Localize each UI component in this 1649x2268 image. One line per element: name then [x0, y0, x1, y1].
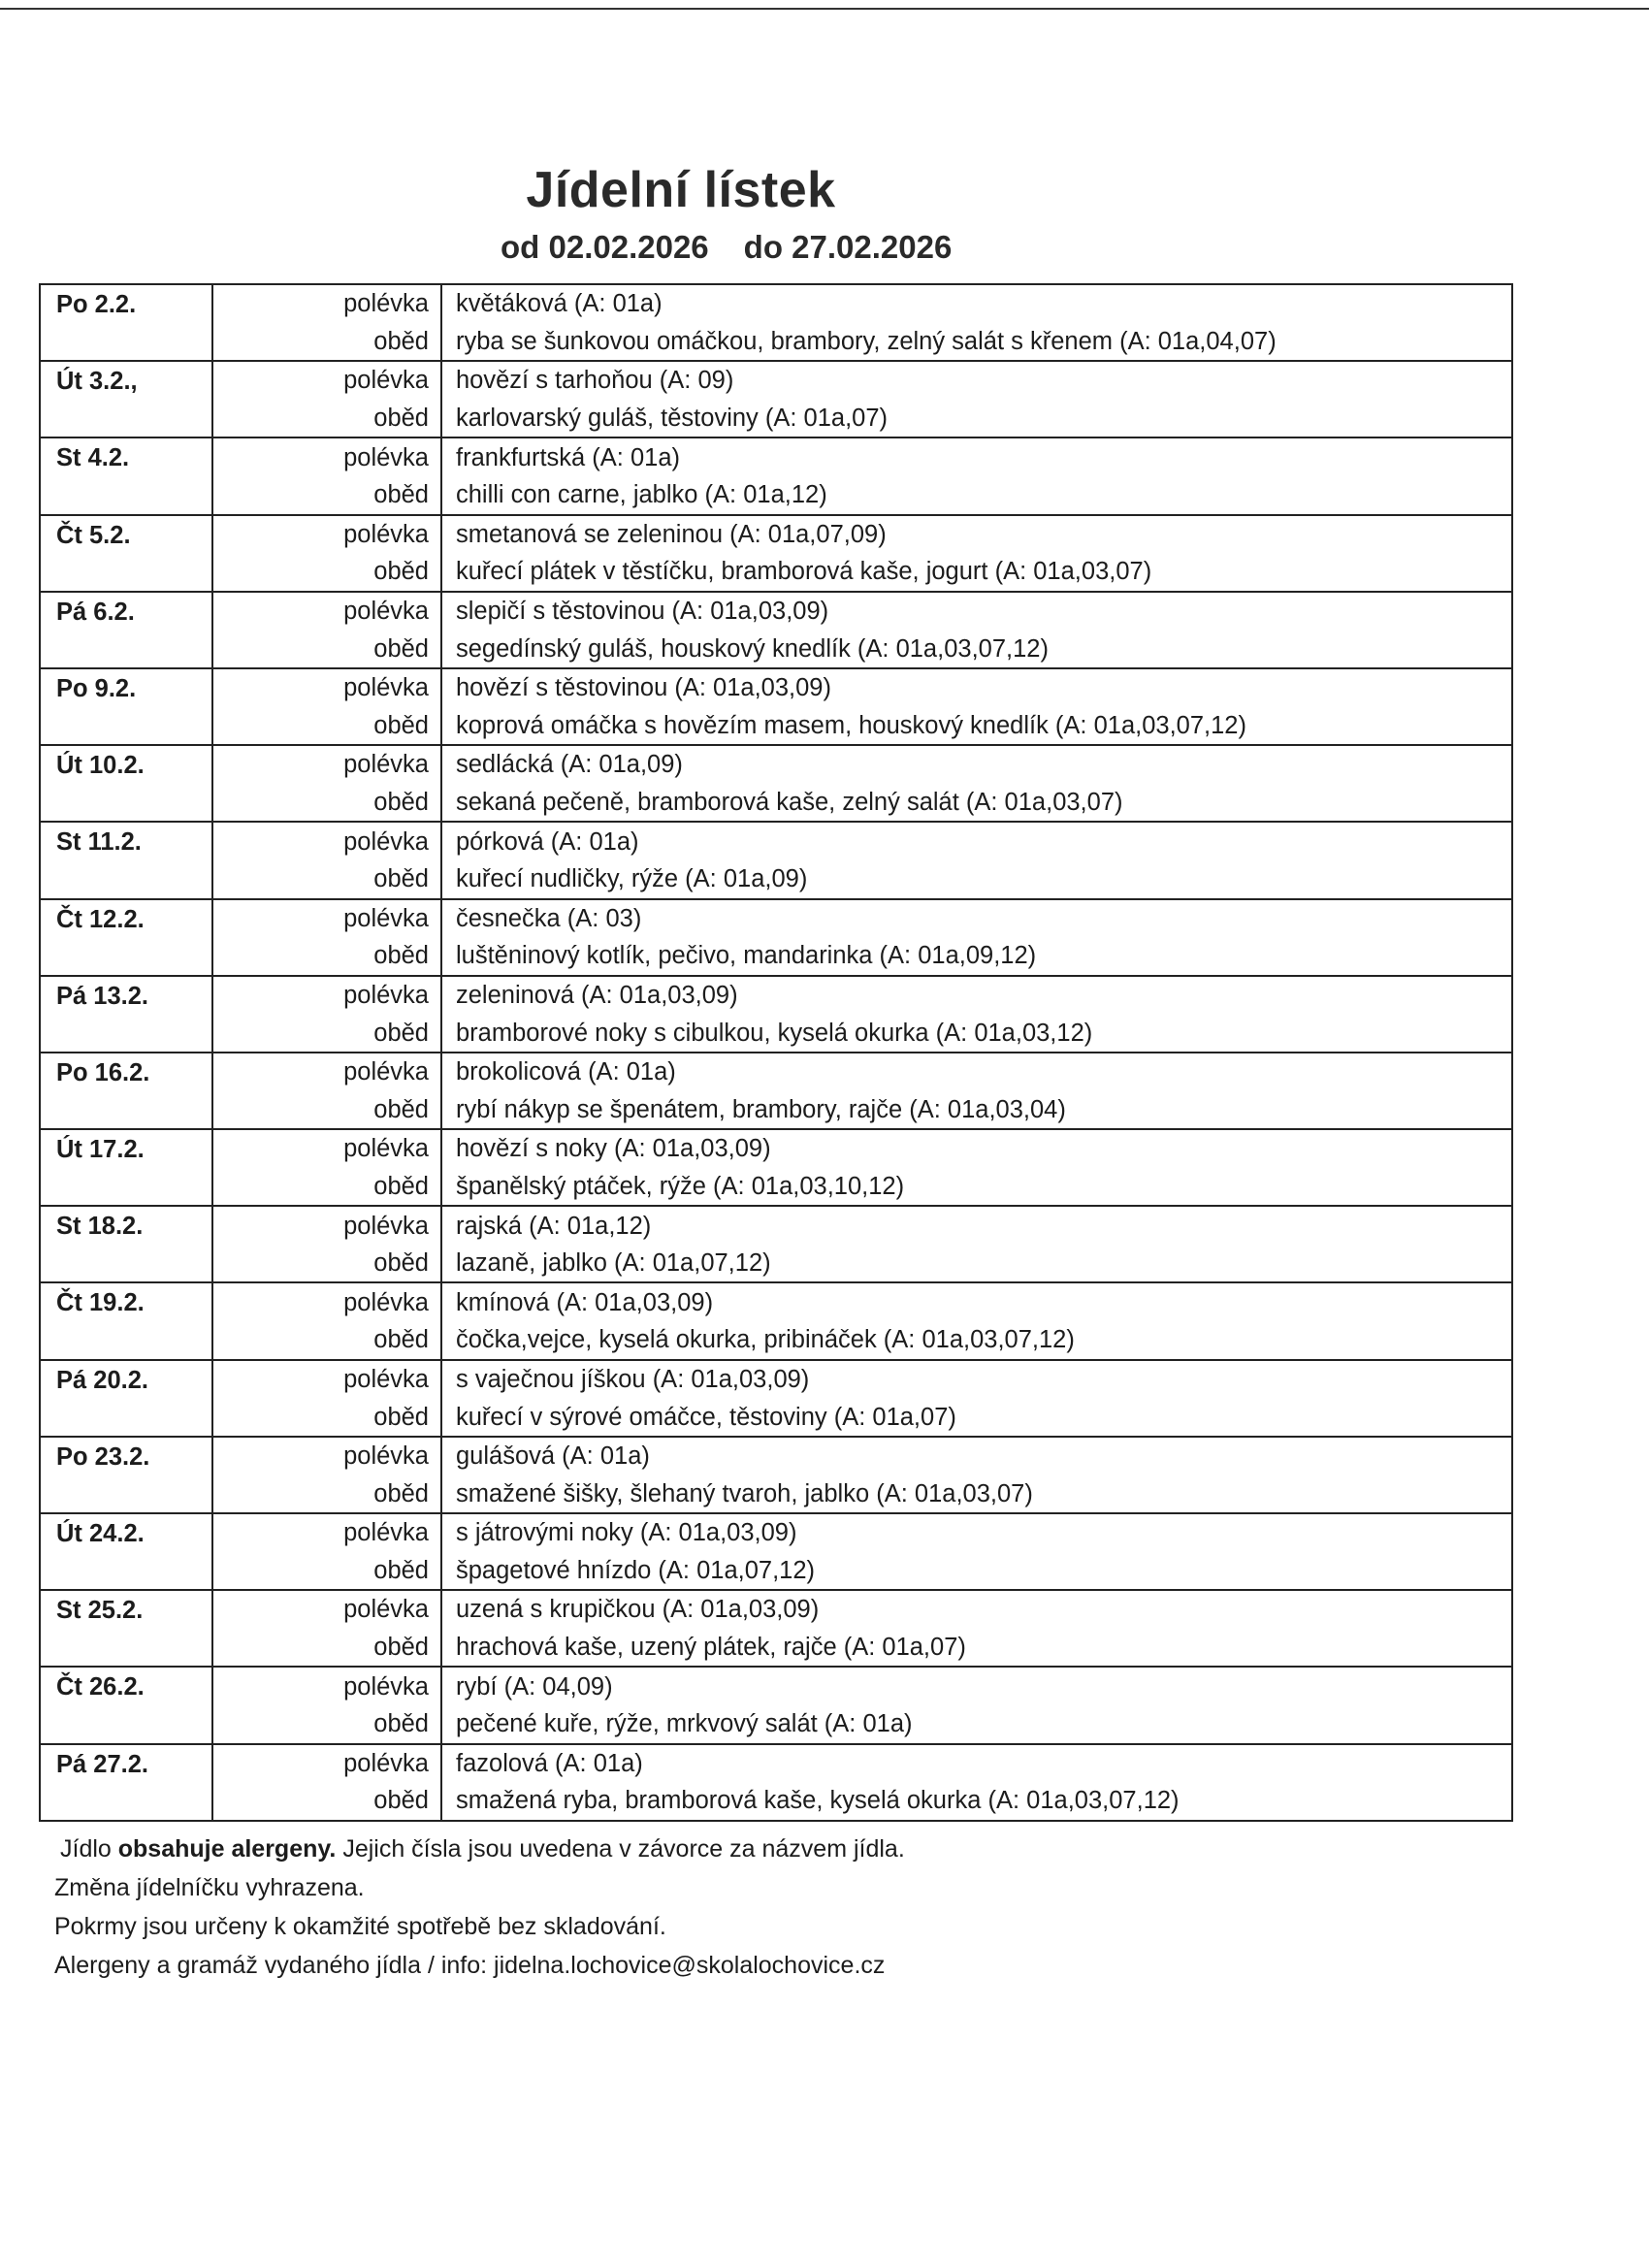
- lunch-dish: smažené šišky, šlehaný tvaroh, jablko (A: 01a,03,07): [441, 1474, 1512, 1513]
- day-cell: St 18.2.: [40, 1206, 212, 1282]
- menu-row-soup: [40, 1590, 1512, 1629]
- lunch-label: oběd: [212, 1168, 441, 1207]
- allergen-note: [54, 1830, 905, 1868]
- menu-row-lunch: [40, 630, 1512, 668]
- lunch-label: oběd: [212, 1245, 441, 1283]
- soup-label: polévka: [212, 1744, 441, 1783]
- menu-row-lunch: [40, 1474, 1512, 1513]
- soup-label: polévka: [212, 515, 441, 554]
- menu-row-lunch: [40, 1782, 1512, 1821]
- menu-row-soup: [40, 284, 1512, 323]
- day-cell: Pá 20.2.: [40, 1360, 212, 1437]
- day-cell: St 25.2.: [40, 1590, 212, 1667]
- soup-label: polévka: [212, 592, 441, 631]
- lunch-label: oběd: [212, 553, 441, 592]
- soup-dish: sedlácká (A: 01a,09): [441, 745, 1512, 784]
- lunch-dish: bramborové noky s cibulkou, kyselá okurka (A: 01a,03,12): [441, 1014, 1512, 1053]
- soup-dish: rajská (A: 01a,12): [441, 1206, 1512, 1245]
- consumption-note: Pokrmy jsou určeny k okamžité spotřebě bez skladování.: [54, 1913, 666, 1940]
- menu-row-soup: [40, 1282, 1512, 1321]
- notes-section: [54, 1830, 905, 1985]
- soup-label: polévka: [212, 1053, 441, 1091]
- menu-row-soup: [40, 745, 1512, 784]
- soup-label: polévka: [212, 1360, 441, 1399]
- lunch-dish: kuřecí nudličky, rýže (A: 01a,09): [441, 860, 1512, 899]
- menu-row-soup: [40, 1129, 1512, 1168]
- menu-row-lunch: [40, 1321, 1512, 1360]
- day-cell: Po 9.2.: [40, 668, 212, 745]
- from-label: od: [501, 229, 540, 265]
- soup-label: polévka: [212, 1513, 441, 1552]
- day-cell: Pá 27.2.: [40, 1744, 212, 1821]
- allergen-note-suffix: Jejich čísla jsou uvedena v závorce za názvem jídla.: [336, 1835, 905, 1863]
- menu-row-soup: [40, 515, 1512, 554]
- menu-row-lunch: [40, 860, 1512, 899]
- lunch-dish: pečené kuře, rýže, mrkvový salát (A: 01a): [441, 1705, 1512, 1744]
- lunch-dish: rybí nákyp se špenátem, brambory, rajče (A: 01a,03,04): [441, 1090, 1512, 1129]
- lunch-dish: luštěninový kotlík, pečivo, mandarinka (A: 01a,09,12): [441, 937, 1512, 976]
- day-cell: Po 23.2.: [40, 1437, 212, 1513]
- menu-row-soup: [40, 1053, 1512, 1091]
- soup-dish: hovězí s noky (A: 01a,03,09): [441, 1129, 1512, 1168]
- menu-row-lunch: [40, 476, 1512, 515]
- menu-row-lunch: [40, 553, 1512, 592]
- soup-dish: gulášová (A: 01a): [441, 1437, 1512, 1475]
- menu-row-lunch: [40, 1245, 1512, 1283]
- soup-label: polévka: [212, 1282, 441, 1321]
- menu-row-lunch: [40, 784, 1512, 823]
- menu-table: [39, 283, 1513, 1822]
- lunch-dish: kuřecí v sýrové omáčce, těstoviny (A: 01a,07): [441, 1398, 1512, 1437]
- to-label: do: [743, 229, 783, 265]
- lunch-label: oběd: [212, 1705, 441, 1744]
- soup-dish: květáková (A: 01a): [441, 284, 1512, 323]
- day-cell: Út 3.2.,: [40, 361, 212, 437]
- day-cell: Pá 6.2.: [40, 592, 212, 668]
- soup-dish: slepičí s těstovinou (A: 01a,03,09): [441, 592, 1512, 631]
- menu-row-soup: [40, 437, 1512, 476]
- soup-dish: brokolicová (A: 01a): [441, 1053, 1512, 1091]
- change-note: Změna jídelníčku vyhrazena.: [54, 1874, 365, 1901]
- soup-label: polévka: [212, 1437, 441, 1475]
- menu-row-lunch: [40, 1552, 1512, 1591]
- day-cell: St 11.2.: [40, 822, 212, 898]
- allergen-note-prefix: Jídlo: [60, 1835, 112, 1863]
- menu-row-soup: [40, 1513, 1512, 1552]
- soup-dish: smetanová se zeleninou (A: 01a,07,09): [441, 515, 1512, 554]
- menu-row-soup: [40, 1744, 1512, 1783]
- page-title: Jídelní lístek: [526, 162, 836, 218]
- menu-row-lunch: [40, 323, 1512, 362]
- menu-row-lunch: [40, 937, 1512, 976]
- menu-row-lunch: [40, 1168, 1512, 1207]
- day-cell: Čt 12.2.: [40, 899, 212, 976]
- day-cell: Út 10.2.: [40, 745, 212, 822]
- lunch-label: oběd: [212, 1090, 441, 1129]
- menu-row-soup: [40, 899, 1512, 938]
- menu-row-lunch: [40, 1398, 1512, 1437]
- day-cell: Út 17.2.: [40, 1129, 212, 1206]
- lunch-dish: špagetové hnízdo (A: 01a,07,12): [441, 1552, 1512, 1591]
- lunch-dish: španělský ptáček, rýže (A: 01a,03,10,12): [441, 1168, 1512, 1207]
- soup-label: polévka: [212, 361, 441, 400]
- to-date: 27.02.2026: [792, 229, 953, 265]
- lunch-dish: smažená ryba, bramborová kaše, kyselá okurka (A: 01a,03,07,12): [441, 1782, 1512, 1821]
- lunch-dish: karlovarský guláš, těstoviny (A: 01a,07): [441, 400, 1512, 438]
- menu-row-soup: [40, 668, 1512, 707]
- lunch-label: oběd: [212, 1321, 441, 1360]
- lunch-dish: kuřecí plátek v těstíčku, bramborová kaše, jogurt (A: 01a,03,07): [441, 553, 1512, 592]
- from-date: 02.02.2026: [548, 229, 709, 265]
- day-cell: Po 2.2.: [40, 284, 212, 361]
- soup-label: polévka: [212, 437, 441, 476]
- menu-row-soup: [40, 1667, 1512, 1705]
- menu-row-lunch: [40, 400, 1512, 438]
- soup-dish: pórková (A: 01a): [441, 822, 1512, 860]
- soup-label: polévka: [212, 745, 441, 784]
- soup-dish: hovězí s tarhoňou (A: 09): [441, 361, 1512, 400]
- lunch-label: oběd: [212, 400, 441, 438]
- soup-label: polévka: [212, 976, 441, 1015]
- lunch-label: oběd: [212, 1782, 441, 1821]
- soup-dish: kmínová (A: 01a,03,09): [441, 1282, 1512, 1321]
- lunch-label: oběd: [212, 1014, 441, 1053]
- menu-row-soup: [40, 1437, 1512, 1475]
- soup-dish: s vaječnou jíškou (A: 01a,03,09): [441, 1360, 1512, 1399]
- soup-label: polévka: [212, 284, 441, 323]
- day-cell: Po 16.2.: [40, 1053, 212, 1129]
- top-border-line: [0, 8, 1649, 10]
- lunch-dish: koprová omáčka s hovězím masem, houskový knedlík (A: 01a,03,07,12): [441, 707, 1512, 746]
- day-cell: Út 24.2.: [40, 1513, 212, 1590]
- lunch-label: oběd: [212, 784, 441, 823]
- menu-row-lunch: [40, 1705, 1512, 1744]
- soup-label: polévka: [212, 668, 441, 707]
- menu-row-soup: [40, 1206, 1512, 1245]
- menu-row-lunch: [40, 707, 1512, 746]
- soup-label: polévka: [212, 822, 441, 860]
- lunch-label: oběd: [212, 860, 441, 899]
- day-cell: Čt 5.2.: [40, 515, 212, 592]
- lunch-label: oběd: [212, 937, 441, 976]
- menu-row-lunch: [40, 1629, 1512, 1668]
- menu-row-lunch: [40, 1014, 1512, 1053]
- menu-row-lunch: [40, 1090, 1512, 1129]
- lunch-label: oběd: [212, 1552, 441, 1591]
- soup-dish: zeleninová (A: 01a,03,09): [441, 976, 1512, 1015]
- lunch-label: oběd: [212, 630, 441, 668]
- menu-row-soup: [40, 361, 1512, 400]
- lunch-dish: segedínský guláš, houskový knedlík (A: 01a,03,07,12): [441, 630, 1512, 668]
- day-cell: Pá 13.2.: [40, 976, 212, 1053]
- lunch-label: oběd: [212, 476, 441, 515]
- day-cell: Čt 26.2.: [40, 1667, 212, 1743]
- contact-note: Alergeny a gramáž vydaného jídla / info: jidelna.lochovice@skolalochovice.cz: [54, 1952, 886, 1979]
- day-cell: Čt 19.2.: [40, 1282, 212, 1359]
- soup-dish: česnečka (A: 03): [441, 899, 1512, 938]
- soup-dish: fazolová (A: 01a): [441, 1744, 1512, 1783]
- lunch-dish: lazaně, jablko (A: 01a,07,12): [441, 1245, 1512, 1283]
- day-cell: St 4.2.: [40, 437, 212, 514]
- soup-label: polévka: [212, 899, 441, 938]
- soup-label: polévka: [212, 1590, 441, 1629]
- soup-dish: hovězí s těstovinou (A: 01a,03,09): [441, 668, 1512, 707]
- menu-row-soup: [40, 1360, 1512, 1399]
- soup-label: polévka: [212, 1129, 441, 1168]
- lunch-label: oběd: [212, 1474, 441, 1513]
- soup-label: polévka: [212, 1206, 441, 1245]
- menu-row-soup: [40, 822, 1512, 860]
- allergen-note-bold: obsahuje alergeny.: [117, 1835, 337, 1863]
- lunch-dish: hrachová kaše, uzený plátek, rajče (A: 01a,07): [441, 1629, 1512, 1668]
- soup-dish: s játrovými noky (A: 01a,03,09): [441, 1513, 1512, 1552]
- date-range: [501, 229, 952, 266]
- lunch-label: oběd: [212, 1398, 441, 1437]
- lunch-dish: chilli con carne, jablko (A: 01a,12): [441, 476, 1512, 515]
- lunch-dish: ryba se šunkovou omáčkou, brambory, zelný salát s křenem (A: 01a,04,07): [441, 323, 1512, 362]
- lunch-dish: sekaná pečeně, bramborová kaše, zelný salát (A: 01a,03,07): [441, 784, 1512, 823]
- lunch-label: oběd: [212, 707, 441, 746]
- soup-dish: frankfurtská (A: 01a): [441, 437, 1512, 476]
- soup-dish: rybí (A: 04,09): [441, 1667, 1512, 1705]
- lunch-dish: čočka,vejce, kyselá okurka, pribináček (A: 01a,03,07,12): [441, 1321, 1512, 1360]
- soup-dish: uzená s krupičkou (A: 01a,03,09): [441, 1590, 1512, 1629]
- lunch-label: oběd: [212, 323, 441, 362]
- menu-row-soup: [40, 976, 1512, 1015]
- menu-row-soup: [40, 592, 1512, 631]
- soup-label: polévka: [212, 1667, 441, 1705]
- lunch-label: oběd: [212, 1629, 441, 1668]
